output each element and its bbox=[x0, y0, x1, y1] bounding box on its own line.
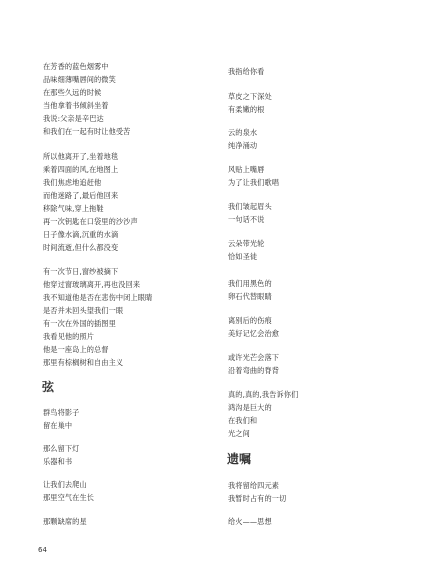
poem-line: 在芳香的蓝色烟雾中 bbox=[43, 62, 109, 71]
poem-line: 移除气味,穿上拖鞋 bbox=[43, 204, 104, 213]
poem-line: 鸿沟是巨大的 bbox=[228, 403, 272, 412]
poem-line: 那颗缺席的星 bbox=[43, 517, 87, 526]
poem-line: 当他拿着书倾斜坐着 bbox=[43, 101, 109, 110]
poem-line: 有一次节日,窗纱被摘下 bbox=[43, 267, 119, 276]
poem-line: 有柔嫩的根 bbox=[228, 105, 265, 114]
poem-line: 或许光芒会落下 bbox=[228, 353, 280, 362]
poem-line: 沿着弯曲的脊背 bbox=[228, 366, 280, 375]
poem-line: 乘着四面的风,在地图上 bbox=[43, 165, 119, 174]
poem-line: 我们焦虑地追赶他 bbox=[43, 178, 102, 187]
poem-line: 他穿过窗玻璃离开,再也没回来 bbox=[43, 280, 141, 289]
poem-line: 风贴上嘴唇 bbox=[228, 165, 265, 174]
poem-line: 那么留下灯 bbox=[43, 444, 80, 453]
poem-line: 乐器和书 bbox=[43, 457, 73, 466]
poem-line: 让我们去爬山 bbox=[43, 480, 87, 489]
poem-line: 真的,真的,我告诉你们 bbox=[228, 390, 299, 399]
poem-line: 我看见他的照片 bbox=[43, 332, 95, 341]
poem-line: 恰如圣徒 bbox=[228, 252, 258, 261]
poem-line: 和我们在一起有时让他受苦 bbox=[43, 127, 131, 136]
poem-line: 那里有棕榈树和自由主义 bbox=[43, 358, 124, 367]
poem-line: 卵石代替眼睛 bbox=[228, 292, 272, 301]
page-number: 64 bbox=[38, 546, 47, 554]
poem-line: 纯净涌动 bbox=[228, 141, 258, 150]
poem-line: 云朵带光轮 bbox=[228, 239, 265, 248]
poem-line: 我们用黑色的 bbox=[228, 279, 272, 288]
poem-line: 他是一座岛上的总督 bbox=[43, 345, 109, 354]
poem-line: 一句话不说 bbox=[228, 215, 265, 224]
poem-line: 我们皱起眉头 bbox=[228, 202, 272, 211]
poem-line: 品味细薄嘴唇间的微笑 bbox=[43, 75, 116, 84]
poem-line: 云的泉水 bbox=[228, 128, 258, 137]
poem-line: 我不知道他是否在悲伤中闭上眼睛 bbox=[43, 293, 153, 302]
poem-line: 有一次在外国的插图里 bbox=[43, 319, 116, 328]
poem-line: 在我们和 bbox=[228, 416, 258, 425]
poem-line: 是否并未回头望我们一眼 bbox=[43, 306, 124, 315]
poem-line: 时间流逝,但什么都没变 bbox=[43, 243, 119, 252]
poem-title: 弦 bbox=[42, 380, 55, 394]
poem-line: 为了让我们歌唱 bbox=[228, 178, 280, 187]
poem-line: 离别后的伤痕 bbox=[228, 316, 272, 325]
poem-title: 遗嘱 bbox=[227, 452, 252, 466]
poem-line: 而他迷路了,最后他回来 bbox=[43, 191, 119, 200]
poem-line: 在那些久远的时候 bbox=[43, 88, 102, 97]
poem-line: 光之间 bbox=[228, 429, 250, 438]
poem-line: 再一次钥匙在口袋里的沙沙声 bbox=[43, 217, 138, 226]
poem-line: 日子像水滴,沉重的水滴 bbox=[43, 230, 119, 239]
poem-line: 我指给你看 bbox=[228, 67, 265, 76]
poem-line: 我将留给四元素 bbox=[228, 481, 280, 490]
poem-line: 草皮之下深处 bbox=[228, 92, 272, 101]
poem-line: 我暂时占有的一切 bbox=[228, 494, 287, 503]
poem-line: 群鸟将影子 bbox=[43, 408, 80, 417]
poem-line: 给火——思想 bbox=[228, 517, 272, 526]
poem-line: 留在巢中 bbox=[43, 421, 73, 430]
poem-line: 美好记忆会治愈 bbox=[228, 329, 280, 338]
poem-line: 那里空气在生长 bbox=[43, 493, 95, 502]
poem-line: 所以他离开了,坐着地毯 bbox=[43, 152, 119, 161]
poem-line: 我说:父亲是辛巴达 bbox=[43, 114, 104, 123]
